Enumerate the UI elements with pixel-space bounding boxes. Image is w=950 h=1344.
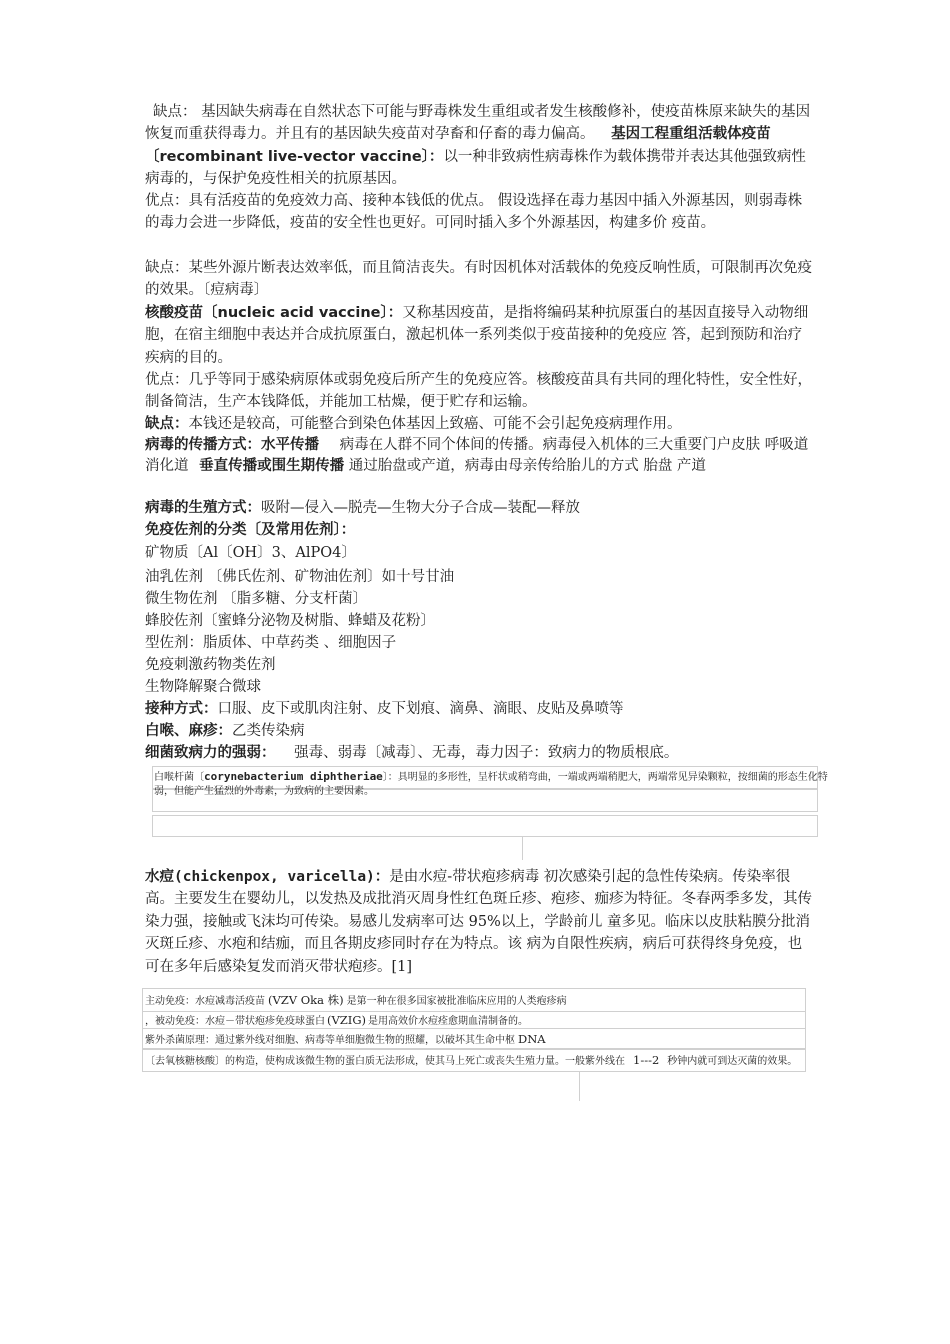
active-immunity-text: 是第一种在很多国家被批准临床应用的人类疱疹病 (346, 996, 567, 1007)
uv-principle-text: 紫外杀菌原理：通过紫外线对细胞、病毒等单细胞微生物的照耀，以破坏其生命中枢 (145, 1035, 515, 1046)
adjuvant-item: 生物降解聚合微球 (145, 679, 261, 695)
vzig: (VZIG) (327, 1013, 366, 1027)
line-bacterial-virulence (145, 742, 678, 764)
paragraph-disadvantage-2: 缺点：某些外源片断表达效率低，而且简洁丧失。有时因机体对活载体的免疫反响性质，可限制再次免疫的效果。〔痘病毒〕 (145, 260, 812, 299)
table-cell-divider (579, 1071, 580, 1101)
heading-virus-reproduction: 病毒的生殖方式： (145, 500, 261, 516)
text-bacterial-virulence: 强毒、弱毒〔减毒〕、无毒，毒力因子：致病力的物质根底。 (294, 745, 679, 761)
paragraph-advantage: 优点：具有活疫苗的免疫效力高、接种本钱低的优点。 假设选择在毒力基因中插入外源基因，则弱毒株的毒力会进一步降低，疫苗的安全性也更好。可同时插入多个外源基因，构建多价 疫苗。 (145, 193, 803, 232)
paragraph-chickenpox (145, 866, 813, 978)
uv-effect-text: 〔去氧核糖核酸〕的构造，使构成该微生物的蛋白质无法形成，使其马上死亡或丧失生殖力量。一般紫外线在 (145, 1056, 625, 1067)
passive-immunity-text: 是用高效价水痘痊愈期血清制备的。 (368, 1016, 528, 1027)
adjuvant-item: 免疫刺激药物类佐剂 (145, 657, 276, 673)
table-cell-divider (522, 836, 523, 860)
line-virus-reproduction (145, 497, 580, 519)
text-diphtheria-measles: 乙类传染病 (232, 723, 305, 739)
paragraph-nucleic-advantage: 优点：几乎等同于感染病原体或弱免疫后所产生的免疫应答。核酸疫苗具有共同的理化特性，安全性好，制备简洁，生产本钱降低，并能加工枯燥，便于贮存和运输。 (145, 372, 812, 411)
heading-recombinant-vaccine: 基因工程重组活载体疫苗〔recombinant live-vector vaccine〕： (145, 126, 771, 165)
adjuvant-item: 微生物佐剂 〔脂多糖、分支杆菌〕 (145, 591, 368, 607)
immunity-row-passive (145, 1013, 528, 1029)
heading-nucleic-acid-vaccine: 核酸疫苗〔nucleic acid vaccine〕： (145, 305, 403, 321)
diphtheria-latin-name: corynebacterium diphtheriae (204, 770, 383, 783)
adjuvant-item: 蜂胶佐剂〔蜜蜂分泌物及树脂、蜂蜡及花粉〕 (145, 613, 435, 629)
heading-diphtheria-measles: 白喉、麻疹： (145, 723, 232, 739)
dna-label: DNA (518, 1032, 546, 1046)
active-immunity-text: 主动免疫：水痘减毒活疫苗 (145, 996, 265, 1007)
uv-row-principle (145, 1032, 546, 1048)
label-disadvantage: 缺点： (153, 104, 197, 120)
label-disadvantage-3: 缺点： (145, 416, 189, 432)
heading-chickenpox: 水痘(chickenpox, varicella)： (145, 869, 390, 885)
line-vaccination-route (145, 698, 624, 720)
vzv-oka-strain: (VZV Oka 株) (268, 993, 344, 1007)
paragraph-nucleic-acid-vaccine (145, 302, 813, 369)
text-horizontal-transmission: 病毒在人群不同个体间的传播。病毒侵入机体的三大重要门户皮肤 呼吸道 消化道 (145, 437, 809, 474)
passive-immunity-text: ，被动免疫：水痘－带状疱疹免疫球蛋白 (145, 1016, 325, 1027)
adjuvant-item: 油乳佐剂 〔佛氏佐剂、矿物油佐剂〕如十号甘油 (145, 569, 455, 585)
adjuvant-item: 矿物质〔Al〔OH〕3、AlPO4〕 (145, 545, 356, 561)
immunity-row-active (145, 993, 567, 1009)
paragraph-gene-deletion-disadvantage (145, 101, 813, 191)
table-cell (152, 815, 818, 837)
heading-virus-transmission: 病毒的传播方式：水平传播 (145, 437, 319, 453)
adjuvant-item: 型佐剂：脂质体、中草药类 、细胞因子 (145, 635, 397, 651)
diphtheria-row-2: 弱，但能产生猛烈的外毒素，为致病的主要因素。 (154, 786, 374, 797)
paragraph-nucleic-disadvantage (145, 413, 813, 435)
diphtheria-row-1 (154, 770, 948, 785)
text-disadvantage: 基因缺失病毒在自然状态下可能与野毒株发生重组或者发生核酸修补，使疫苗株原来缺失的基因恢复而重获得毒力。并且有的基因缺失疫苗对孕畜和仔畜的毒力偏高。 (145, 104, 811, 143)
heading-vaccination-route: 接种方式： (145, 701, 218, 717)
line-diphtheria-measles (145, 720, 305, 742)
diphtheria-text: 白喉杆菌〔 (154, 772, 204, 783)
diphtheria-text: 〕：具明显的多形性，呈杆状或稍弯曲，一端或两端稍肥大，两端常见异染颗粒，按细菌的形态生化特 (382, 772, 828, 783)
text-recombinant-vaccine: 以一种非致病性病毒株作为载体携带并表达其他强致病性病毒的，与保护免疫性相关的抗原基因。 (145, 148, 806, 188)
text-vertical-transmission: 通过胎盘或产道，病毒由母亲传给胎儿的方式 胎盘 产道 (348, 458, 706, 474)
heading-vertical-transmission: 垂直传播或围生期传播 (199, 458, 345, 474)
text-nucleic-disadvantage: 本钱还是较高，可能整合到染色体基因上致癌、可能不会引起免疫病理作用。 (188, 416, 682, 432)
text-vaccination-route: 口服、皮下或肌肉注射、皮下划痕、滴鼻、滴眼、皮贴及鼻喷等 (217, 701, 624, 717)
text-nucleic-acid-vaccine: 又称基因疫苗，是指将编码某种抗原蛋白的基因直接导入动物细胞，在宿主细胞中表达并合成抗原蛋白，激起机体一系列类似于疫苗接种的免疫应 答，起到预防和治疗疾病的目的。 (145, 305, 809, 366)
text-chickenpox: 是由水痘-带状疱疹病毒 初次感染引起的急性传染病。传染率很高。主要发生在婴幼儿，以发热及成批消灭周身性红色斑丘疹、疱疹、痂疹为特征。冬春两季多发，其传染力强，接触或飞沫均可传染。易感儿发病率可达 95%以上，学龄前儿 童多见。临床以皮肤粘膜分批消灭斑丘疹、水疱和结痂，而且各期皮疹同时存在为特点。该 病为自限性疾病，病后可获得终身免疫，也可在多年后感染复发而消灭带状疱疹。[1] (145, 869, 812, 975)
heading-adjuvant-classification: 免疫佐剂的分类〔及常用佐剂〕： (145, 522, 356, 538)
uv-effect-text: 秒钟内就可到达灭菌的效果。 (667, 1056, 798, 1067)
paragraph-virus-transmission (145, 435, 813, 477)
uv-row-effect (145, 1053, 948, 1069)
uv-seconds: 1---2 (633, 1053, 660, 1067)
text-virus-reproduction: 吸附—侵入—脱壳—生物大分子合成—装配—释放 (261, 500, 580, 516)
heading-bacterial-virulence: 细菌致病力的强弱： (145, 745, 276, 761)
